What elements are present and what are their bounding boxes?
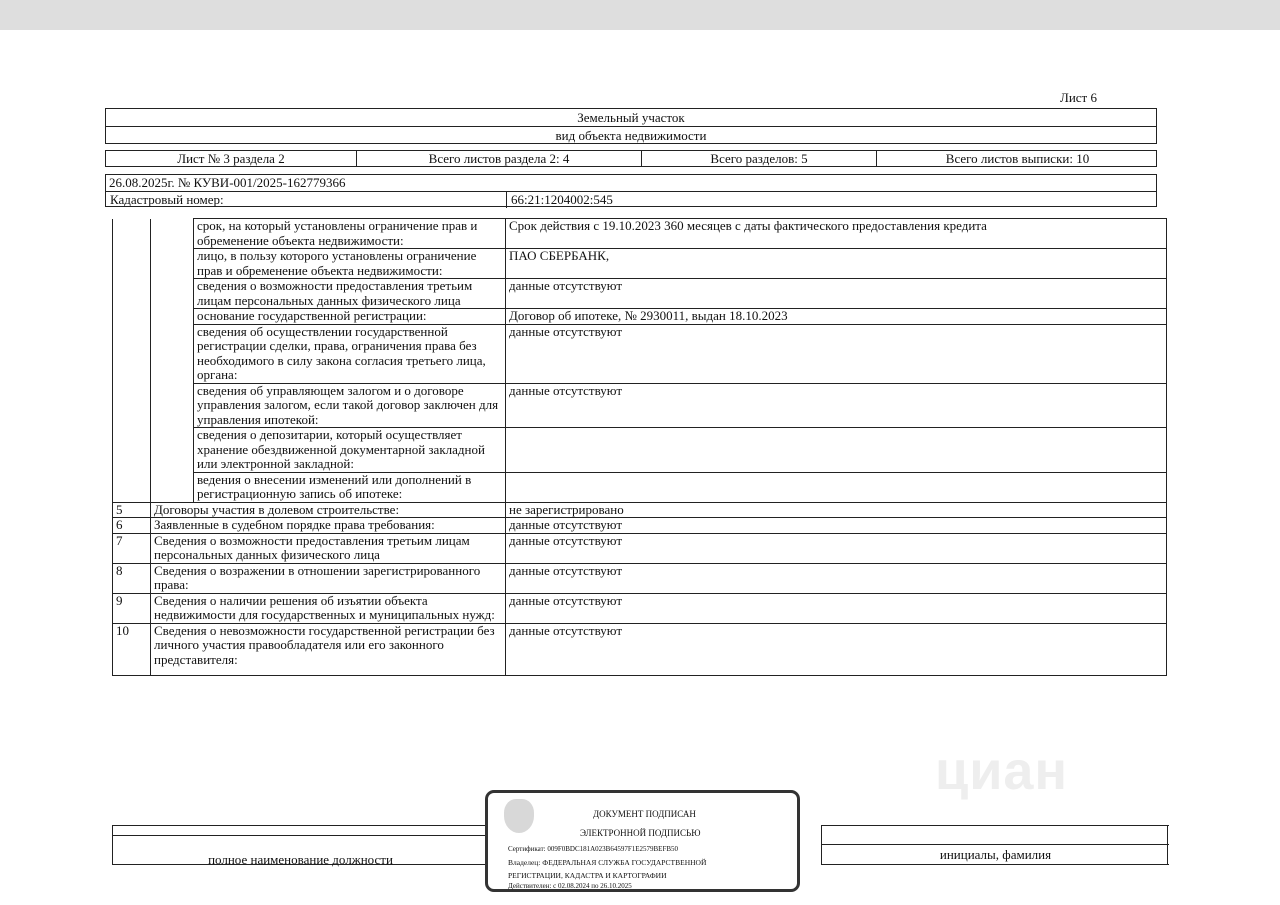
row-value: данные отсутствуют — [506, 563, 1167, 593]
object-type-caption: вид объекта недвижимости — [106, 126, 1156, 144]
sheets-total: Всего листов выписки: 10 — [876, 151, 1158, 166]
page-label: Лист 6 — [1060, 90, 1097, 105]
row-label: Сведения о невозможности государственной регистрации без личного участия правообладателя или его законного представителя: — [151, 623, 506, 675]
row-number: 7 — [113, 533, 151, 563]
row-number: 9 — [113, 593, 151, 623]
row-value: данные отсутствуют — [506, 623, 1167, 675]
table-row — [113, 533, 1167, 563]
row-number: 6 — [113, 518, 151, 534]
table-row — [113, 518, 1167, 534]
row-label: Заявленные в судебном порядке права требования: — [151, 518, 506, 534]
row-value: Срок действия с 19.10.2023 360 месяцев с даты фактического предоставления кредита — [506, 219, 1167, 249]
date-number: 26.08.2025г. № КУВИ-001/2025-162779366 — [109, 175, 346, 190]
row-number: 10 — [113, 623, 151, 675]
row-value — [506, 472, 1167, 502]
row-value — [506, 428, 1167, 473]
row-label: срок, на который установлены ограничение прав и обременение объекта недвижимости: — [194, 219, 506, 249]
encumbrance-table — [112, 218, 1167, 676]
sheet-info-row — [105, 150, 1157, 167]
row-label: лицо, в пользу которого установлены ограничение прав и обременение объекта недвижимости: — [194, 249, 506, 279]
encumbrance-detail-row — [113, 279, 1167, 309]
table-row — [113, 593, 1167, 623]
row-label: Договоры участия в долевом строительстве: — [151, 502, 506, 518]
row-number: 5 — [113, 502, 151, 518]
encumbrance-detail-row — [113, 383, 1167, 428]
row-number: 8 — [113, 563, 151, 593]
encumbrance-detail-row — [113, 428, 1167, 473]
row-value: данные отсутствуют — [506, 324, 1167, 383]
row-value: данные отсутствуют — [506, 279, 1167, 309]
row-value: не зарегистрировано — [506, 502, 1167, 518]
position-caption: полное наименование должности — [208, 852, 393, 867]
stamp-subtitle: ЭЛЕКТРОННОЙ ПОДПИСЬЮ — [580, 828, 701, 838]
sections-total: Всего разделов: 5 — [641, 151, 876, 166]
emblem-icon — [504, 799, 534, 833]
table-row — [113, 563, 1167, 593]
encumbrance-detail-row — [113, 472, 1167, 502]
row-value: данные отсутствуют — [506, 383, 1167, 428]
watermark: циан — [935, 741, 1069, 801]
cadastral-number: 66:21:1204002:545 — [506, 192, 1158, 208]
object-type: Земельный участок — [577, 110, 685, 125]
row-label: Сведения о возражении в отношении зарегистрированного права: — [151, 563, 506, 593]
row-label: сведения об управляющем залогом и о договоре управления залогом, если такой договор заключен для управления ипотекой: — [194, 383, 506, 428]
object-type-box — [105, 108, 1157, 144]
name-caption: инициалы, фамилия — [939, 847, 1052, 862]
encumbrance-detail-row — [113, 324, 1167, 383]
row-label: Сведения о наличии решения об изъятии объекта недвижимости для государственных и муниципальных нужд: — [151, 593, 506, 623]
row-label: Сведения о возможности предоставления третьим лицам персональных данных физического лица — [151, 533, 506, 563]
table-row — [113, 623, 1167, 675]
owner-line2: РЕГИСТРАЦИИ, КАДАСТРА И КАРТОГРАФИИ — [508, 871, 667, 880]
stamp-title: ДОКУМЕНТ ПОДПИСАН — [593, 809, 696, 819]
sheets-in-section: Всего листов раздела 2: 4 — [356, 151, 641, 166]
row-label: сведения о депозитарии, который осуществляет хранение обездвиженной документарной закладной или электронной закладной: — [194, 428, 506, 473]
row-value: ПАО СБЕРБАНК, — [506, 249, 1167, 279]
row-label: основание государственной регистрации: — [194, 309, 506, 325]
owner-line1: Владелец: ФЕДЕРАЛЬНАЯ СЛУЖБА ГОСУДАРСТВЕННОЙ — [508, 858, 707, 867]
certificate: Сертификат: 009F0BDC181A023B64597F1E2579BEFB50 — [508, 845, 679, 853]
row-label: ведения о внесении изменений или дополнений в регистрационную запись об ипотеке: — [194, 472, 506, 502]
table-row — [113, 502, 1167, 518]
encumbrance-detail-row — [113, 219, 1167, 249]
row-value: данные отсутствуют — [506, 533, 1167, 563]
validity: Действителен: с 02.08.2024 по 26.10.2025 — [508, 882, 632, 890]
row-label: сведения об осуществлении государственной регистрации сделки, права, ограничения права без необходимого в силу закона согласия третьего лица, органа: — [194, 324, 506, 383]
row-value: Договор об ипотеке, № 2930011, выдан 18.10.2023 — [506, 309, 1167, 325]
cadastral-label: Кадастровый номер: — [110, 192, 224, 207]
row-label: сведения о возможности предоставления третьим лицам персональных данных физического лица — [194, 279, 506, 309]
encumbrance-detail-row — [113, 309, 1167, 325]
row-value: данные отсутствуют — [506, 518, 1167, 534]
row-value: данные отсутствуют — [506, 593, 1167, 623]
extract-info — [105, 174, 1157, 207]
sheet-number: Лист № 3 раздела 2 — [177, 151, 285, 166]
encumbrance-detail-row — [113, 249, 1167, 279]
electronic-signature-stamp — [485, 790, 800, 892]
